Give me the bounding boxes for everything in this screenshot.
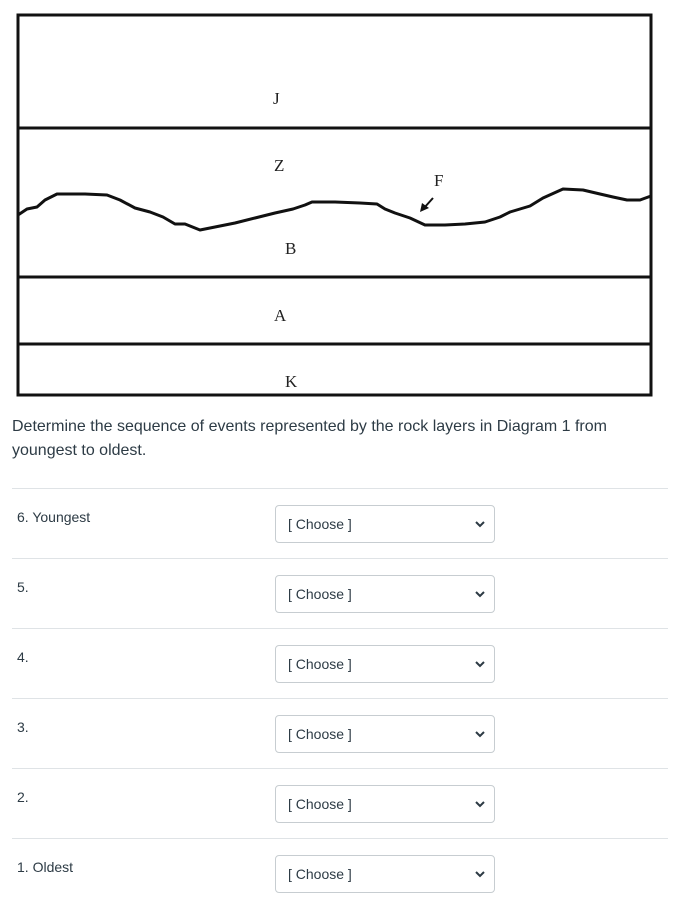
select-value: [ Choose ]	[288, 726, 352, 742]
answer-row-5	[12, 558, 668, 628]
layer-label-a: A	[274, 306, 287, 325]
row-label: 3.	[17, 719, 29, 735]
answer-select-5[interactable]	[275, 575, 495, 613]
select-value: [ Choose ]	[288, 586, 352, 602]
answer-select-4[interactable]	[275, 645, 495, 683]
rock-layers-svg	[15, 12, 655, 400]
answer-select-3[interactable]	[275, 715, 495, 753]
select-value: [ Choose ]	[288, 796, 352, 812]
row-label: 5.	[17, 579, 29, 595]
row-label: 6. Youngest	[17, 509, 91, 525]
answer-select-1[interactable]	[275, 855, 495, 893]
chevron-down-icon	[474, 798, 486, 810]
row-label: 1. Oldest	[17, 859, 74, 875]
answer-row-1	[12, 838, 668, 908]
select-value: [ Choose ]	[288, 656, 352, 672]
layer-label-b: B	[285, 239, 297, 258]
chevron-down-icon	[474, 728, 486, 740]
layer-label-f: F	[434, 171, 444, 190]
answer-rows	[12, 488, 668, 908]
answer-row-4	[12, 628, 668, 698]
answer-select-6[interactable]	[275, 505, 495, 543]
answer-row-2	[12, 768, 668, 838]
diagram-frame	[18, 15, 651, 395]
select-value: [ Choose ]	[288, 516, 352, 532]
layer-label-j: J	[273, 89, 280, 108]
select-value: [ Choose ]	[288, 866, 352, 882]
row-label: 2.	[17, 789, 29, 805]
chevron-down-icon	[474, 658, 486, 670]
row-label: 4.	[17, 649, 29, 665]
chevron-down-icon	[474, 588, 486, 600]
chevron-down-icon	[474, 518, 486, 530]
layer-label-k: K	[285, 372, 298, 391]
chevron-down-icon	[474, 868, 486, 880]
answer-select-2[interactable]	[275, 785, 495, 823]
answer-row-6	[12, 488, 668, 558]
rock-layers-diagram	[15, 12, 655, 400]
answer-row-3	[12, 698, 668, 768]
question-text: Determine the sequence of events represented by the rock layers in Diagram 1 from youngest to oldest.	[12, 418, 607, 459]
layer-label-z: Z	[274, 156, 285, 175]
